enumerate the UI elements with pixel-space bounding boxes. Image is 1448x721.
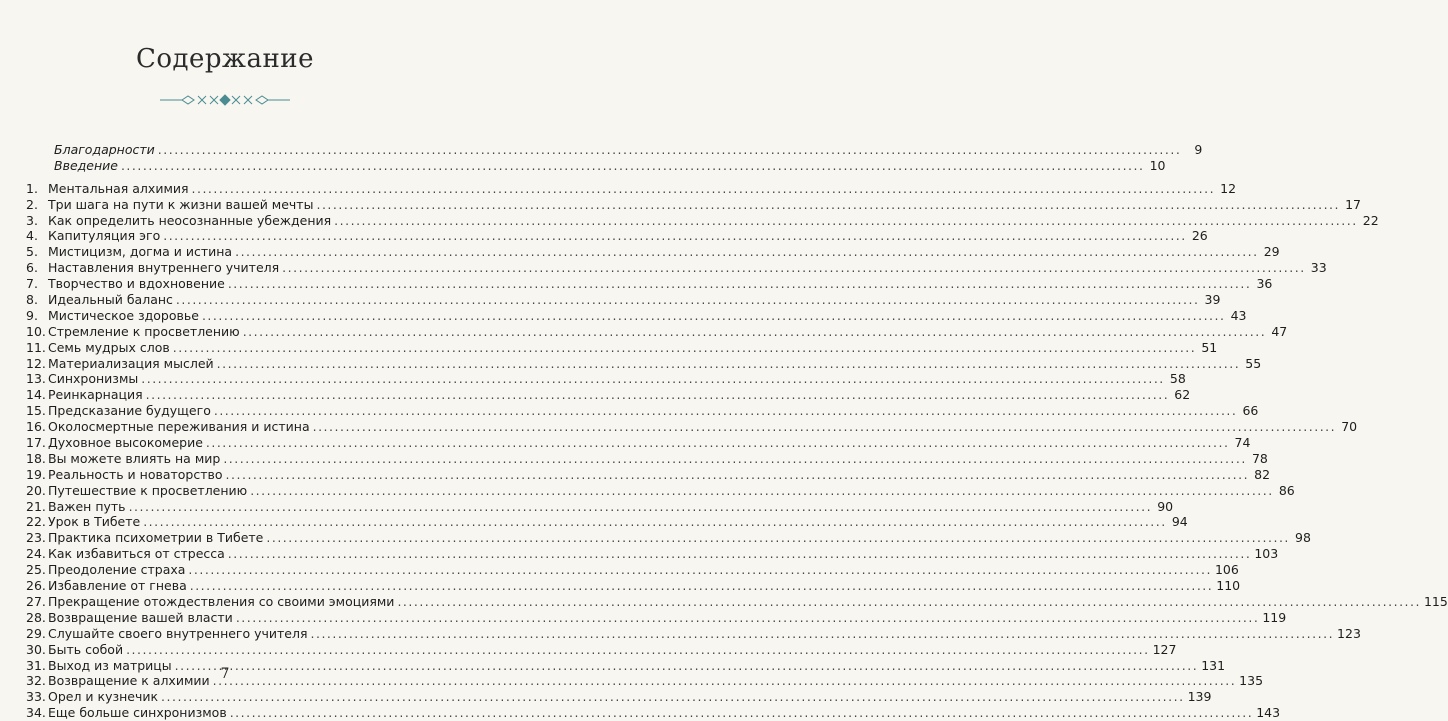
toc-entry-page: 62 — [1174, 387, 1191, 403]
toc-entry-number: 30. — [26, 641, 46, 657]
toc-entry-page: 10 — [1149, 157, 1166, 173]
toc-entry-label: Как избавиться от стресса — [48, 546, 225, 562]
toc-entry-number: 23. — [26, 530, 46, 546]
toc-entry-page: 70 — [1341, 419, 1358, 435]
toc-entry-acknowledgements — [26, 142, 1203, 158]
toc-entry-number: 22. — [26, 514, 46, 530]
toc-entry-number: 12. — [26, 355, 46, 371]
leader-dots — [190, 578, 1214, 594]
toc-entry-page: 131 — [1201, 657, 1226, 673]
toc-entry — [26, 228, 1208, 244]
leader-dots — [230, 705, 1254, 721]
leader-dots — [141, 371, 1165, 387]
toc-entry-number: 14. — [26, 387, 46, 403]
toc-entry — [26, 466, 1271, 483]
toc-entry-number: 5. — [26, 244, 38, 260]
toc-entry — [26, 307, 1247, 324]
leader-dots — [121, 158, 1145, 174]
toc-entry-page: 12 — [1220, 180, 1237, 196]
toc-entry-label: Мистицизм, догма и истина — [48, 244, 233, 260]
toc-entry-number: 32. — [26, 673, 46, 689]
page-title: Содержание — [135, 44, 315, 74]
toc-entry-label: Реинкарнация — [48, 387, 143, 403]
toc-entry-page: 78 — [1251, 450, 1268, 466]
toc-entry-label: Идеальный баланс — [48, 292, 173, 308]
leader-dots — [266, 530, 1290, 546]
toc-entry-label: Выход из матрицы — [48, 657, 172, 673]
toc-entry — [26, 339, 1218, 356]
toc-entry — [26, 212, 1379, 229]
leader-dots — [334, 213, 1358, 229]
toc-entry — [26, 371, 1186, 387]
toc-entry-label: Реальность и новаторство — [48, 466, 223, 482]
leader-dots — [250, 483, 1274, 499]
ornament-divider — [160, 90, 290, 110]
toc-entry-label: Введение — [54, 157, 118, 173]
toc-entry-number: 26. — [26, 578, 46, 594]
toc-entry-label: Околосмертные переживания и истина — [48, 419, 310, 435]
toc-entry-number: 31. — [26, 657, 46, 673]
toc-entry-label: Материализация мыслей — [48, 355, 214, 371]
toc-entry-label: Слушайте своего внутреннего учителя — [48, 625, 308, 641]
toc-entry-label: Практика психометрии в Тибете — [48, 530, 264, 546]
toc-entry-label: Возвращение к алхимии — [48, 673, 210, 689]
toc-entry-page: 51 — [1201, 339, 1218, 355]
toc-entry — [26, 450, 1268, 467]
toc-entry-number: 34. — [26, 705, 46, 721]
toc-entry — [26, 180, 1237, 197]
toc-entry-label: Еще больше синхронизмов — [48, 705, 227, 721]
toc-entry-page: 33 — [1310, 260, 1327, 276]
leader-dots — [228, 276, 1252, 292]
toc-entry-number: 9. — [26, 307, 38, 323]
toc-entry-number: 19. — [26, 466, 46, 482]
toc-entry-page: 55 — [1245, 355, 1262, 371]
toc-entry-number: 3. — [26, 212, 38, 228]
toc-entry-label: Три шага на пути к жизни вашей мечты — [48, 196, 314, 212]
leader-dots — [188, 562, 1212, 578]
toc-entry-page: 22 — [1362, 212, 1379, 228]
toc-entry-label: Стремление к просветлению — [48, 323, 240, 339]
leader-dots — [316, 197, 1340, 213]
toc-entry-number: 8. — [26, 292, 38, 308]
toc-entry-page: 127 — [1152, 641, 1177, 657]
toc-entry-label: Капитуляция эго — [48, 228, 161, 244]
toc-entry-number: 27. — [26, 593, 46, 609]
toc-entry — [26, 419, 1358, 435]
toc-entry-label: Творчество и вдохновение — [48, 276, 225, 292]
leader-dots — [236, 610, 1260, 626]
toc-entry-number: 16. — [26, 419, 46, 435]
leader-dots — [202, 308, 1226, 324]
toc-entry — [26, 260, 1327, 276]
toc-entry-label: Наставления внутреннего учителя — [48, 260, 280, 276]
toc-entry-page: 94 — [1171, 514, 1188, 530]
toc-entry-page: 90 — [1157, 498, 1174, 514]
toc-entry-page: 82 — [1254, 466, 1271, 482]
toc-entry — [26, 530, 1311, 546]
toc-entry-page: 98 — [1295, 530, 1311, 546]
toc-entry-number: 1. — [26, 180, 38, 196]
leader-dots — [163, 228, 1187, 244]
toc-entry-page: 139 — [1187, 689, 1212, 705]
toc-entry-page: 74 — [1234, 435, 1251, 451]
toc-entry-number: 2. — [26, 196, 38, 212]
toc-entry-label: Ментальная алхимия — [48, 180, 189, 196]
toc-entry-label: Путешествие к просветлению — [48, 482, 248, 498]
toc-entry — [26, 292, 1221, 308]
toc-entry-page: 47 — [1271, 323, 1288, 339]
toc-entry — [26, 403, 1259, 419]
toc-entry-page: 143 — [1256, 705, 1281, 721]
chapter-list — [26, 180, 1448, 721]
toc-entry-page: 29 — [1263, 244, 1280, 260]
toc-entry-number: 25. — [26, 562, 46, 578]
toc-entry-label: Как определить неосознанные убеждения — [48, 212, 332, 228]
toc-entry-label: Преодоление страха — [48, 562, 186, 578]
toc-entry-label: Орел и кузнечик — [48, 689, 159, 705]
page-number: 7 — [220, 666, 230, 682]
toc-entry-label: Духовное высокомерие — [48, 435, 203, 451]
toc-entry — [26, 435, 1251, 451]
leader-dots — [228, 546, 1252, 562]
toc-entry — [26, 514, 1188, 530]
toc-entry-number: 24. — [26, 546, 46, 562]
toc-entry — [26, 323, 1288, 340]
toc-entry — [26, 578, 1241, 594]
toc-entry-number: 4. — [26, 228, 38, 244]
toc-entry — [26, 689, 1212, 705]
leader-dots — [161, 689, 1185, 705]
toc-entry — [26, 546, 1279, 562]
toc-entry-page: 36 — [1256, 276, 1273, 292]
toc-entry-page: 115 — [1423, 593, 1448, 609]
toc-entry-label: Синхронизмы — [48, 371, 139, 387]
toc-entry-label: Благодарности — [54, 142, 155, 157]
toc-entry-number: 18. — [26, 450, 46, 466]
toc-entry-number: 20. — [26, 482, 46, 498]
toc-entry-page: 106 — [1214, 562, 1239, 578]
leader-dots — [206, 435, 1230, 451]
toc-entry-number: 13. — [26, 371, 46, 387]
toc-entry — [26, 244, 1280, 260]
toc-entry — [26, 498, 1174, 515]
toc-entry-number: 15. — [26, 403, 46, 419]
toc-entry — [26, 562, 1239, 578]
toc-entry — [26, 705, 1281, 721]
leader-dots — [282, 260, 1306, 276]
toc-entry-page: 66 — [1242, 403, 1259, 419]
toc-entry — [26, 609, 1287, 626]
leader-dots — [129, 499, 1153, 515]
toc-entry — [26, 355, 1262, 372]
leader-dots — [243, 324, 1267, 340]
leader-dots — [223, 451, 1247, 467]
leader-dots — [311, 626, 1335, 642]
ornament-icon — [160, 95, 290, 105]
toc-entry — [26, 625, 1361, 642]
toc-entry — [26, 482, 1295, 499]
leader-dots — [235, 244, 1259, 260]
leader-dots — [158, 142, 1182, 158]
toc-entry-label: Избавление от гнева — [48, 578, 187, 594]
toc-entry — [26, 387, 1191, 403]
toc-entry-page: 39 — [1204, 292, 1221, 308]
leader-dots — [214, 403, 1238, 419]
leader-dots — [146, 387, 1170, 403]
toc-entry-label: Предсказание будущего — [48, 403, 211, 419]
toc-entry-label: Возвращение вашей власти — [48, 609, 233, 625]
toc-entry-label: Прекращение отождествления со своими эмоциями — [48, 593, 395, 609]
leader-dots — [143, 514, 1167, 530]
toc-entry-label: Важен путь — [48, 498, 126, 514]
toc-entry-label: Семь мудрых слов — [48, 339, 170, 355]
toc-entry-page: 58 — [1169, 371, 1186, 387]
toc-entry-number: 11. — [26, 339, 46, 355]
toc-entry-label: Быть собой — [48, 641, 124, 657]
toc-entry-page: 123 — [1337, 625, 1361, 641]
toc-entry-number: 29. — [26, 625, 46, 641]
leader-dots — [217, 356, 1241, 372]
toc-entry-page: 17 — [1345, 196, 1361, 212]
toc-entry-number: 10. — [26, 323, 46, 339]
toc-entry-number: 6. — [26, 260, 38, 276]
toc-entry — [26, 593, 1448, 610]
toc-entry — [26, 196, 1361, 213]
toc-entry-number: 7. — [26, 276, 38, 292]
toc-entry-number: 21. — [26, 498, 46, 514]
toc-entry — [26, 276, 1273, 292]
toc-entry-page: 9 — [1194, 142, 1203, 157]
toc-entry-page: 26 — [1191, 228, 1208, 244]
toc-entry-label: Мистическое здоровье — [48, 307, 199, 323]
toc-entry-page: 103 — [1254, 546, 1279, 562]
toc-entry-page: 135 — [1239, 673, 1264, 689]
leader-dots — [226, 467, 1250, 483]
leader-dots — [126, 642, 1150, 658]
toc-entry-number: 17. — [26, 435, 46, 451]
toc-entry-page: 43 — [1230, 307, 1247, 323]
toc-entry-number: 28. — [26, 609, 46, 625]
table-of-contents — [26, 142, 1448, 721]
toc-entry-label: Вы можете влиять на мир — [48, 450, 221, 466]
leader-dots — [313, 419, 1337, 435]
leader-dots — [173, 340, 1197, 356]
toc-entry — [26, 641, 1177, 658]
toc-entry-page: 119 — [1262, 609, 1287, 625]
toc-entry-introduction — [26, 157, 1166, 174]
toc-entry-page: 86 — [1278, 482, 1295, 498]
leader-dots — [192, 181, 1216, 197]
toc-entry-label: Урок в Тибете — [48, 514, 141, 530]
toc-entry-number: 33. — [26, 689, 46, 705]
toc-entry-page: 110 — [1216, 578, 1241, 594]
leader-dots — [397, 594, 1421, 610]
leader-dots — [176, 292, 1200, 308]
